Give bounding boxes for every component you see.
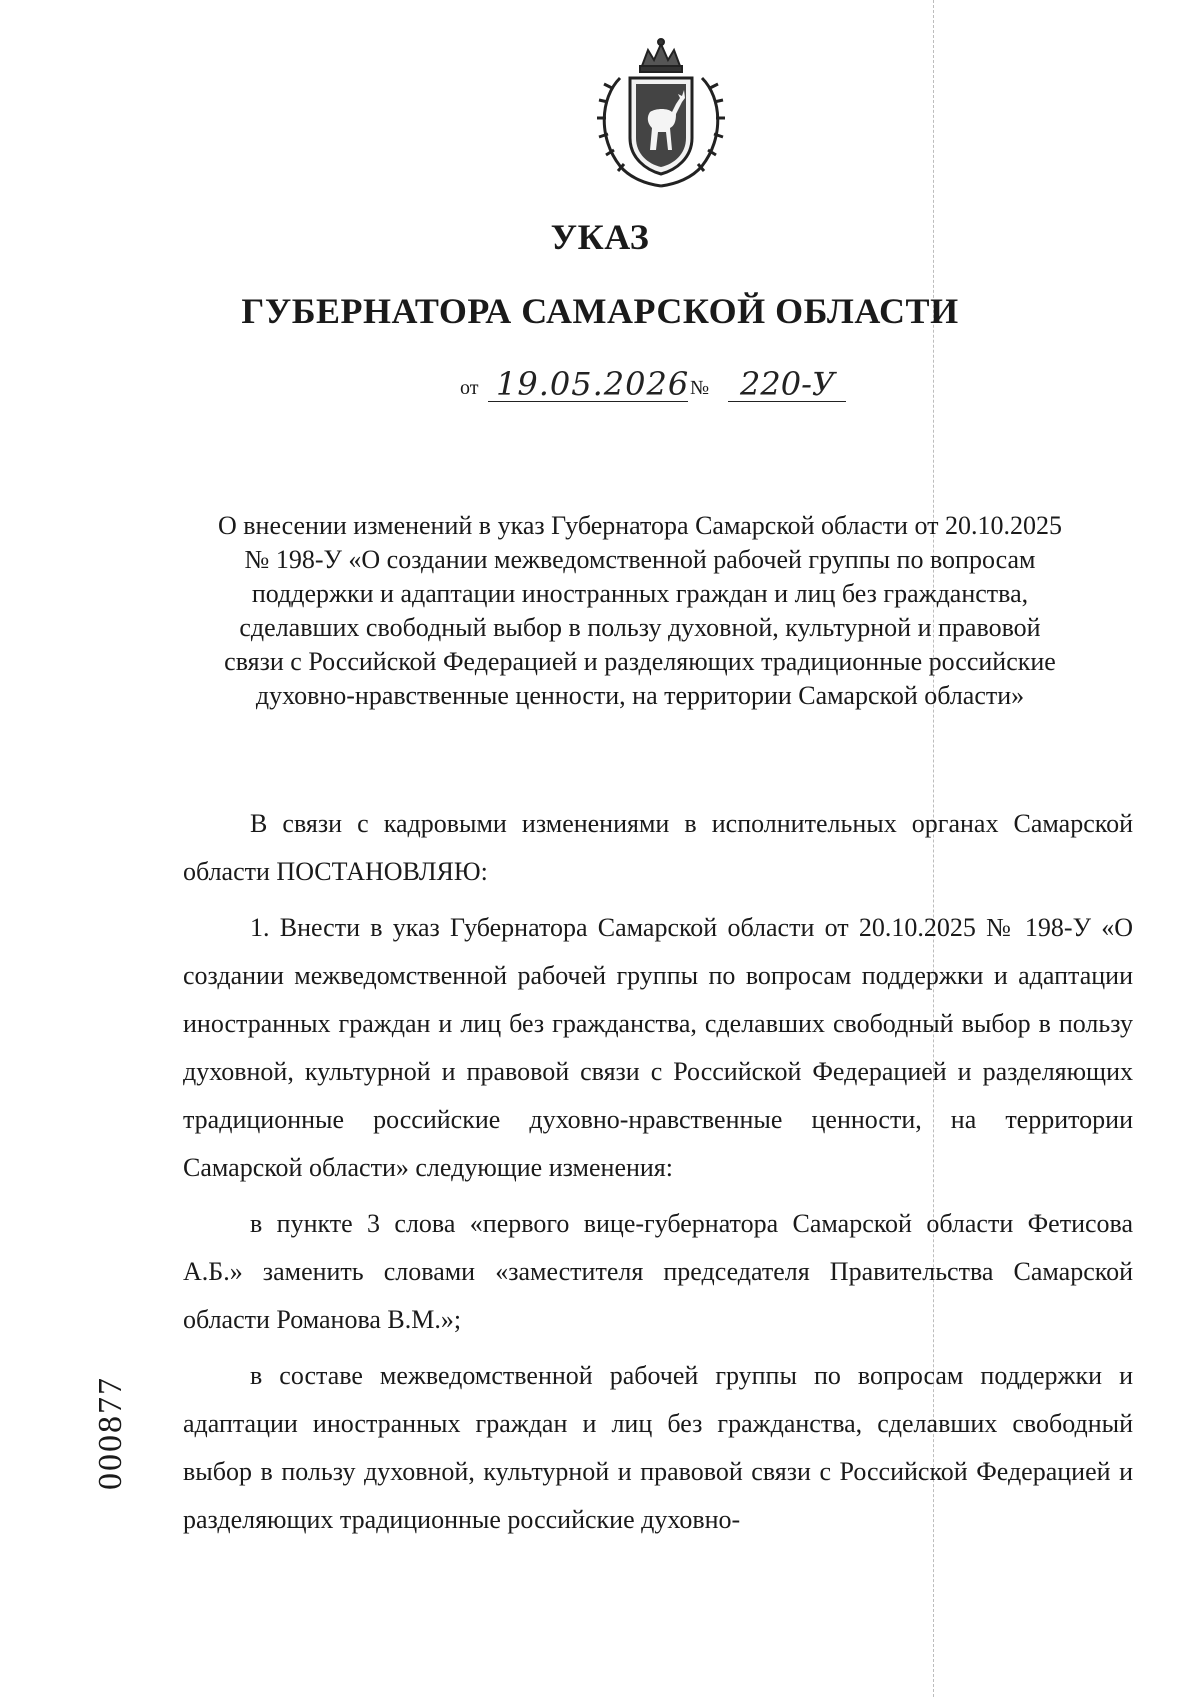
body-paragraph: 1. Внести в указ Губернатора Самарской области от 20.10.2025 № 198-У «О создании межведомственной рабочей группы по вопросам поддержки и адаптации иностранных граждан и лиц без гражданства, сделавших свободный выбор в пользу духовной, культурной и правовой связи с Российской Федерацией и разделяющих традиционные российские духовно-нравственные ценности, на территории Самарской области» следующие изменения: <box>183 913 1133 1182</box>
number-field <box>728 365 846 402</box>
subject-line: № 198-У «О создании межведомственной рабочей группы по вопросам <box>244 545 1036 574</box>
document-issuer: ГУБЕРНАТОРА САМАРСКОЙ ОБЛАСТИ <box>241 291 959 331</box>
number-prefix-label: № <box>690 377 710 399</box>
document-title: УКАЗ <box>550 217 650 257</box>
body-paragraph: в пункте 3 слова «первого вице-губернатора Самарской области Фетисова А.Б.» заменить словами «заместителя председателя Правительства Самарской области Романова В.М.»; <box>183 1209 1133 1334</box>
subject-line: связи с Российской Федерацией и разделяющих традиционные российские <box>224 647 1056 676</box>
subject-line: сделавших свободный выбор в пользу духовной, культурной и правовой <box>239 613 1041 642</box>
body-paragraph: в составе межведомственной рабочей группы по вопросам поддержки и адаптации иностранных граждан и лиц без гражданства, сделавших свободный выбор в пользу духовной, культурной и правовой связи с Российской Федерацией и разделяющих традиционные российские духовно- <box>183 1361 1133 1534</box>
date-prefix-label: от <box>460 377 479 399</box>
coat-of-arms-icon <box>590 38 732 190</box>
document-subject <box>150 509 1130 713</box>
registration-number-stamp: 000877 <box>92 1376 129 1490</box>
subject-line: О внесении изменений в указ Губернатора Самарской области от 20.10.2025 <box>218 511 1062 540</box>
document-body <box>183 800 1133 1544</box>
subject-line: духовно-нравственные ценности, на территории Самарской области» <box>255 681 1025 710</box>
date-number-line <box>460 366 880 406</box>
subject-line: поддержки и адаптации иностранных граждан и лиц без гражданства, <box>251 579 1029 608</box>
body-paragraph: В связи с кадровыми изменениями в исполнительных органах Самарской области ПОСТАНОВЛЯЮ: <box>183 809 1133 886</box>
date-field <box>488 365 688 402</box>
handwritten-number: 220-У <box>740 365 836 403</box>
handwritten-date: 19.05.2026 <box>496 365 690 403</box>
